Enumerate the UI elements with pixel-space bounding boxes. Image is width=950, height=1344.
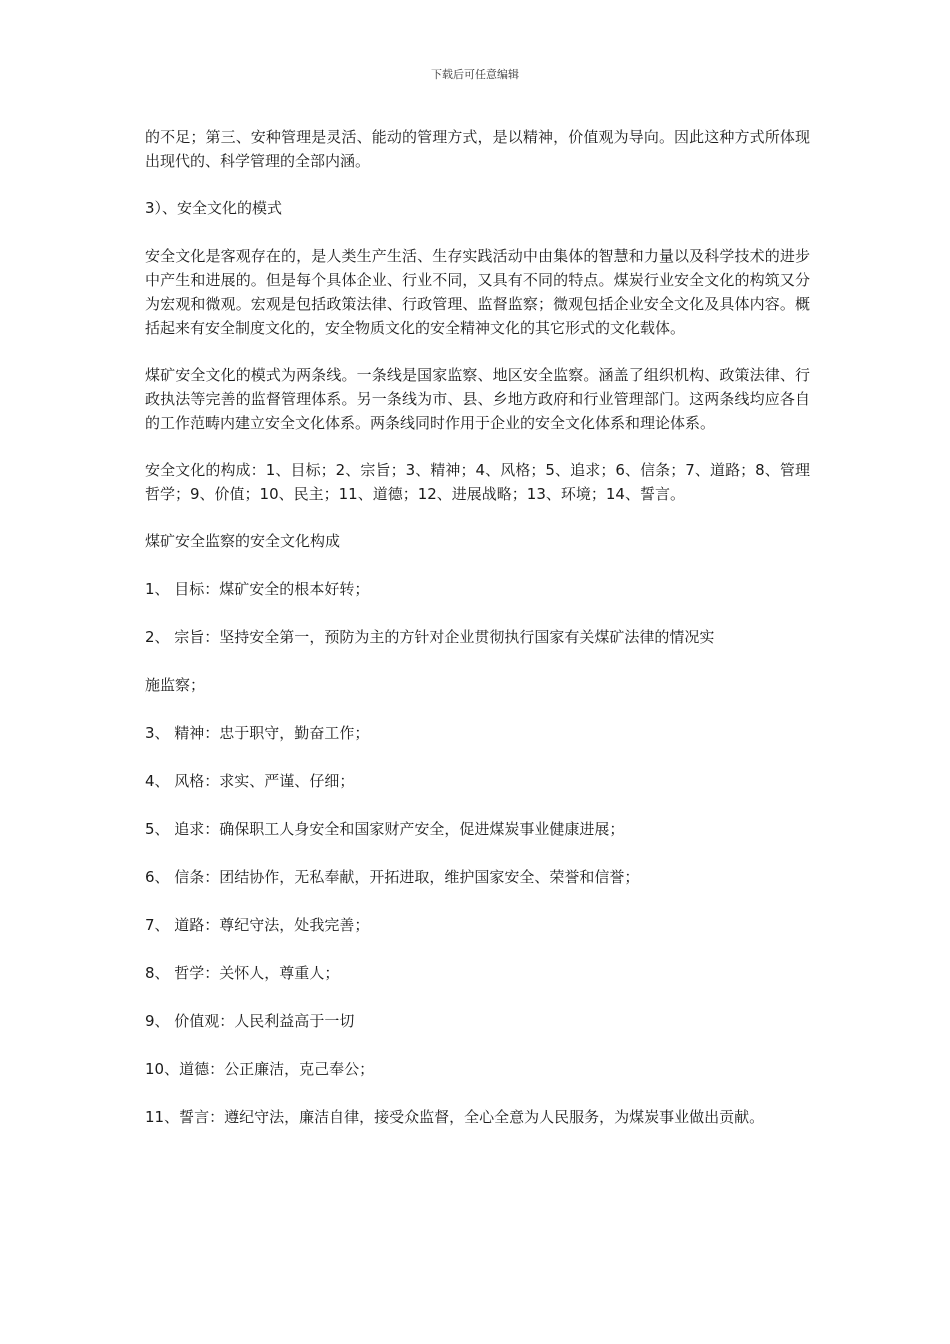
list-item-pursuit: 5、 追求：确保职工人身安全和国家财产安全，促进煤炭事业健康进展； (145, 820, 625, 838)
list-item-spirit: 3、 精神：忠于职守，勤奋工作； (145, 724, 370, 742)
page-header-note: 下载后可任意编辑 (431, 68, 519, 81)
list-item-ethics: 10、道德：公正廉洁，克己奉公； (145, 1060, 375, 1078)
section-heading-supervision-culture: 煤矿安全监察的安全文化构成 (145, 532, 341, 550)
paragraph-culture-composition: 安全文化的构成：1、目标；2、宗旨；3、精神；4、风格；5、追求；6、信条；7、道路；8、管理哲学；9、价值；10、民主；11、道德；12、进展战略；13、环境；14、誓言。 (145, 461, 810, 503)
list-item-purpose-continued: 施监察； (145, 676, 206, 694)
paragraph-two-lines-model: 煤矿安全文化的模式为两条线。一条线是国家监察、地区安全监察。涵盖了组织机构、政策法律、行政执法等完善的监督管理体系。另一条线为市、县、乡地方政府和行业管理部门。这两条线均应各自的工作范畴内建立安全文化体系。两条线同时作用于企业的安全文化体系和理论体系。 (145, 366, 810, 432)
list-item-goal: 1、 目标：煤矿安全的根本好转； (145, 580, 370, 598)
list-item-philosophy: 8、 哲学：关怀人，尊重人； (145, 964, 340, 982)
list-item-creed: 6、 信条：团结协作，无私奉献，开拓进取，维护国家安全、荣誉和信誉； (145, 868, 640, 886)
list-item-values: 9、 价值观：人民利益高于一切 (145, 1012, 355, 1030)
document-body (145, 125, 810, 1152)
section-heading-safety-culture-model: 3）、安全文化的模式 (145, 199, 283, 217)
paragraph-safety-culture-overview: 安全文化是客观存在的，是人类生产生活、生存实践活动中由集体的智慧和力量以及科学技术的进步中产生和进展的。但是每个具体企业、行业不同，又具有不同的特点。煤炭行业安全文化的构筑又分为宏观和微观。宏观是包括政策法律、行政管理、监督监察；微观包括企业安全文化及具体内容。概括起来有安全制度文化的，安全物质文化的安全精神文化的其它形式的文化载体。 (145, 247, 810, 337)
list-item-path: 7、 道路：尊纪守法，处我完善； (145, 916, 370, 934)
list-item-oath: 11、誓言：遵纪守法，廉洁自律，接受众监督，全心全意为人民服务，为煤炭事业做出贡献。 (145, 1108, 765, 1126)
list-item-purpose: 2、 宗旨：坚持安全第一，预防为主的方针对企业贯彻执行国家有关煤矿法律的情况实 (145, 628, 715, 646)
paragraph-management-summary: 的不足；第三、安种管理是灵活、能动的管理方式，是以精神，价值观为导向。因此这种方式所体现出现代的、科学管理的全部内涵。 (145, 128, 810, 170)
list-item-style: 4、 风格：求实、严谨、仔细； (145, 772, 355, 790)
